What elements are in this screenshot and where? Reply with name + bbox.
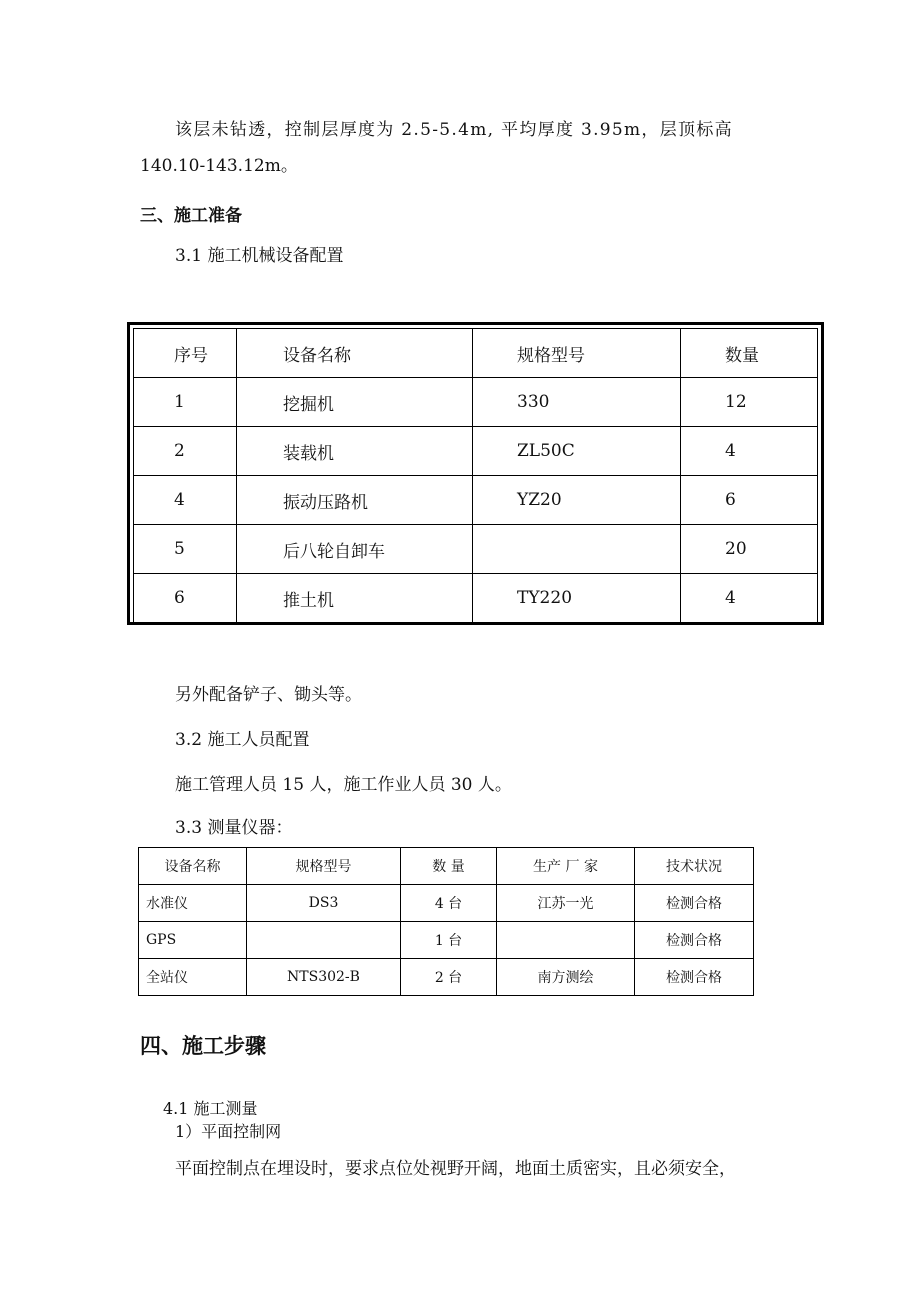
section-4-heading: 四、施工步骤 — [140, 1034, 266, 1058]
table-cell: 挖掘机 — [237, 378, 473, 427]
table-cell: 江苏一光 — [497, 885, 635, 922]
table-cell: 2 台 — [401, 959, 497, 996]
table-row — [134, 525, 818, 574]
table-cell: 检测合格 — [635, 959, 754, 996]
equipment-table — [127, 322, 824, 625]
header-cell: 规格型号 — [473, 329, 681, 378]
table-cell: 330 — [473, 378, 681, 427]
header-cell: 数量 — [681, 329, 818, 378]
table-cell: 检测合格 — [635, 885, 754, 922]
instrument-table-header-row — [139, 848, 754, 885]
table-cell: 2 — [134, 427, 237, 476]
control-network-paragraph: 平面控制点在埋设时，要求点位处视野开阔，地面土质密实，且必须安全， — [175, 1159, 736, 1179]
subsection-3-2-title: 3.2 施工人员配置 — [175, 730, 310, 750]
header-cell: 设备名称 — [237, 329, 473, 378]
table-cell: 1 台 — [401, 922, 497, 959]
staff-paragraph: 施工管理人员 15 人，施工作业人员 30 人。 — [175, 775, 512, 795]
section-3-heading: 三、施工准备 — [140, 206, 242, 226]
intro-line-2: 140.10-143.12m。 — [140, 156, 298, 176]
header-cell: 数 量 — [401, 848, 497, 885]
table-cell: 20 — [681, 525, 818, 574]
table-cell: 12 — [681, 378, 818, 427]
table-cell: 装载机 — [237, 427, 473, 476]
header-cell: 生产 厂 家 — [497, 848, 635, 885]
table-cell — [497, 922, 635, 959]
table-row — [134, 574, 818, 623]
table-cell: 6 — [681, 476, 818, 525]
table-cell: 4 — [681, 427, 818, 476]
table-cell: 6 — [134, 574, 237, 623]
header-cell: 序号 — [134, 329, 237, 378]
table-cell: 水准仪 — [139, 885, 247, 922]
table-cell: 检测合格 — [635, 922, 754, 959]
table-cell: 振动压路机 — [237, 476, 473, 525]
table-cell: TY220 — [473, 574, 681, 623]
table-cell: 南方测绘 — [497, 959, 635, 996]
header-cell: 规格型号 — [247, 848, 401, 885]
table-cell: NTS302-B — [247, 959, 401, 996]
table-cell: 4 台 — [401, 885, 497, 922]
table-cell: 4 — [681, 574, 818, 623]
intro-line-1: 该层未钻透，控制层厚度为 2.5-5.4m, 平均厚度 3.95m，层顶标高 — [175, 120, 733, 140]
table-cell: GPS — [139, 922, 247, 959]
subsection-3-3-title: 3.3 测量仪器： — [175, 818, 293, 838]
header-cell: 设备名称 — [139, 848, 247, 885]
list-item-1-title: 1）平面控制网 — [175, 1122, 282, 1141]
table-row — [139, 922, 754, 959]
header-cell: 技术状况 — [635, 848, 754, 885]
table-cell: 后八轮自卸车 — [237, 525, 473, 574]
subsection-3-1-title: 3.1 施工机械设备配置 — [175, 246, 344, 266]
table-row — [139, 959, 754, 996]
table-cell: YZ20 — [473, 476, 681, 525]
table-cell: 1 — [134, 378, 237, 427]
table-cell: ZL50C — [473, 427, 681, 476]
equipment-table-header-row — [134, 329, 818, 378]
table-row — [134, 378, 818, 427]
subsection-4-1-title: 4.1 施工测量 — [163, 1099, 258, 1118]
table-row — [134, 476, 818, 525]
table-cell: DS3 — [247, 885, 401, 922]
table-cell: 推土机 — [237, 574, 473, 623]
table-row — [134, 427, 818, 476]
table-cell: 全站仪 — [139, 959, 247, 996]
table-cell: 5 — [134, 525, 237, 574]
extra-equipment-note: 另外配备铲子、锄头等。 — [175, 685, 362, 705]
table-cell — [473, 525, 681, 574]
table-row — [139, 885, 754, 922]
instrument-table — [138, 847, 754, 996]
table-cell: 4 — [134, 476, 237, 525]
table-cell — [247, 922, 401, 959]
